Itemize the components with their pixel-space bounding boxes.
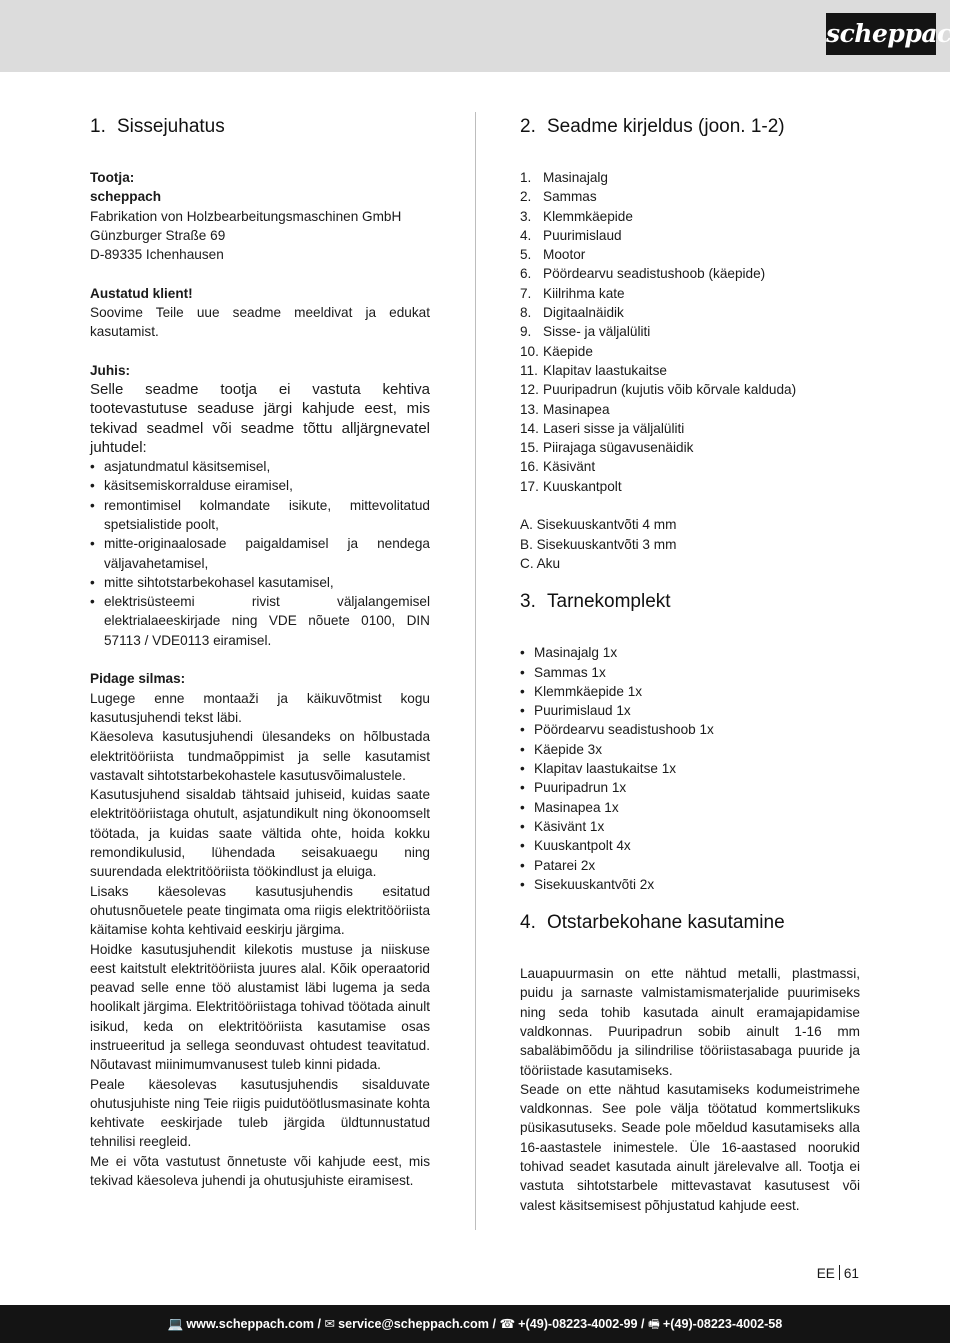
list-item: • elektrisüsteemi rivist väljalangemisel elektrialaeeskirjade ning VDE nõuete 0100, DIN 57113 / VDE0113 eiramisel. xyxy=(90,592,430,650)
list-item: • mitte-originaalosade paigaldamisel ja nendega väljavahetamisel, xyxy=(90,534,430,573)
section-heading-description: 2. Seadme kirjeldus (joon. 1-2) xyxy=(520,116,785,137)
observe-label: Pidage silmas: xyxy=(90,671,186,687)
footer-fax: +(49)-08223-4002-58 xyxy=(662,1317,783,1331)
scope-list-item: • Käepide 3x xyxy=(520,740,860,759)
scope-list-item: • Puurimislaud 1x xyxy=(520,701,860,720)
manufacturer-line: D-89335 Ichenhausen xyxy=(90,247,224,263)
scope-list-item: • Käsivänt 1x xyxy=(520,817,860,836)
manufacturer-brand: scheppach xyxy=(90,189,162,205)
parts-list-item: 3. Klemmkäepide xyxy=(520,208,633,224)
footer-phone: +(49)-08223-4002-99 / xyxy=(518,1317,645,1331)
parts-list-item: 14. Laseri sisse ja väljalüliti xyxy=(520,420,685,436)
section-heading-intended-use: 4. Otstarbekohane kasutamine xyxy=(520,912,785,934)
scope-list-item: • Puuripadrun 1x xyxy=(520,778,860,797)
parts-list-item: 4. Puurimislaud xyxy=(520,227,622,243)
page-number: EE 61 xyxy=(816,1266,859,1281)
scope-list-item: • Masinajalg 1x xyxy=(520,643,860,662)
parts-list-item: 17. Kuuskantpolt xyxy=(520,478,622,494)
scope-list-item: • Sisekuuskantvõti 2x xyxy=(520,875,860,894)
footer-email: service@scheppach.com / xyxy=(338,1317,496,1331)
parts-list-item: 13. Masinapea xyxy=(520,401,610,417)
parts-list-item: 15. Piirajaga sügavusenäidik xyxy=(520,440,694,456)
parts-list-item: 9. Sisse- ja väljalüliti xyxy=(520,324,651,340)
observe-paragraph: Hoidke kasutusjuhendit kilekotis mustuse ja niiskuse eest kaitstult elektritööriista juures alal. Kõik operaatorid peavad selle enne töö alustamist läbi lugema ja seda hoolikalt järgima. Elektritööriistaga tohivad töötada ainult isikud, keda on elektritööriista kasutamise osas instrueeritud ja sellega seonduvast ohtudest teavitatud. Nõutavast miinimumvanusest tuleb kinni pidada. xyxy=(90,941,430,1073)
observe-paragraph: Käesoleva kasutusjuhendi ülesandeks on hõlbustada elektritööriista tundmaõppimist ja selle kasutamist vastavalt sihtotstarbekohastele kasutusvõimalustele. xyxy=(90,729,430,783)
section-heading-introduction: 1. Sissejuhatus xyxy=(90,116,225,137)
footer-bar xyxy=(0,1305,950,1343)
observe-paragraph: Lisaks käesolevas kasutusjuhendis esitatud ohutusnõuetele peate tingimata oma riigis elektritööriista käitamise kohta kehtivaid eeskirju järgima. xyxy=(90,883,430,938)
scope-list-item: • Sammas 1x xyxy=(520,663,860,682)
fax-icon: 🖷 xyxy=(648,1317,660,1331)
scope-list-item: • Klemmkäepide 1x xyxy=(520,682,860,701)
observe-paragraph: Peale käesolevas kasutusjuhendis sisalduvate ohutusjuhiste ning Teie riigis puidutöötlusmasinate kohta kehtivate eeskirjade tuleb järgida üldtunnustatud tehnilisi reegleid. xyxy=(90,1076,430,1150)
intended-use-paragraph: Seade on ette nähtud kasutamiseks kodumeistrimehe valdkonnas. See pole välja töötatud kommertslikuks püsikasutuseks. Seade pole mõeldud kasutamiseks alla 16-aastastele inimestele. Üle 16-aastased noorukid tohivad seadet kasutada ainult järelevalve all. Tootja ei vastuta sihtotstarbele mittevastavat kasutusest või valest käsitsemisest põhjustatud kahjude eest. xyxy=(520,1081,860,1213)
header-bar xyxy=(0,0,969,72)
parts-list-item: 16. Käsivänt xyxy=(520,459,596,475)
list-item: • mitte sihtotstarbekohasel kasutamisel, xyxy=(90,573,430,592)
scope-list xyxy=(520,643,860,894)
parts-list-item: 12. Puuripadrun (kujutis võib kõrvale kalduda) xyxy=(520,382,797,398)
right-column xyxy=(520,112,860,1215)
observe-paragraph: Kasutusjuhend sisaldab tähtsaid juhiseid, kuidas saate elektritööriistaga ohutult, asjatundikult ning ökonoomselt töötada, ja kuidas saate vältida ohte, hoida kokku remondikulusid, lühendada seisakuaegu ning suurendada elektritööriista töökindlust ja eluiga. xyxy=(90,787,430,880)
section-heading-scope: 3. Tarnekomplekt xyxy=(520,591,671,613)
note-list xyxy=(90,457,430,650)
list-item: • käsitsemiskorralduse eiramisel, xyxy=(90,476,430,495)
accessory-item: A. Sisekuuskantvõti 4 mm xyxy=(520,517,677,533)
list-item: • asjatundmatul käsitsemisel, xyxy=(90,457,430,476)
computer-icon: 💻 xyxy=(167,1317,184,1331)
accessory-item: C. Aku xyxy=(520,555,561,571)
parts-list-item: 11. Klapitav laastukaitse xyxy=(520,362,667,378)
manufacturer-label: Tootja: xyxy=(90,170,135,185)
parts-list-item: 2. Sammas xyxy=(520,189,597,205)
note-text: Selle seadme tootja ei vastuta kehtiva tootevastutuse seaduse järgi kahjude eest, mis tekivad seadmel või seadme tõttu alljärgnevatel juhtudel: xyxy=(90,381,430,456)
parts-list-item: 5. Mootor xyxy=(520,247,586,263)
parts-list xyxy=(520,168,860,496)
scope-list-item: • Patarei 2x xyxy=(520,856,860,875)
accessory-item: B. Sisekuuskantvõti 3 mm xyxy=(520,536,677,552)
manufacturer-line: Günzburger Straße 69 xyxy=(90,227,226,243)
mail-icon: ✉ xyxy=(324,1317,336,1331)
note-label: Juhis: xyxy=(90,362,131,378)
left-column xyxy=(90,112,430,1190)
scope-list-item: • Pöördearvu seadistushoob 1x xyxy=(520,720,860,739)
scheppach-logo: scheppach xyxy=(826,13,936,55)
list-item: • remontimisel kolmandate isikute, mittevolitatud spetsialistide poolt, xyxy=(90,496,430,535)
scope-list-item: • Kuuskantpolt 4x xyxy=(520,836,860,855)
observe-paragraph: Me ei võta vastutust õnnetuste või kahjude eest, mis tekivad käesoleva juhendi ja ohutusjuhiste eiramisest. xyxy=(90,1153,430,1189)
parts-list-item: 8. Digitaalnäidik xyxy=(520,305,624,321)
phone-icon: ☎ xyxy=(499,1317,516,1331)
column-divider xyxy=(475,112,476,1230)
parts-list-item: 1. Masinajalg xyxy=(520,170,608,185)
parts-list-item: 7. Kiilrihma kate xyxy=(520,285,625,301)
intended-use-paragraph: Lauapuurmasin on ette nähtud metalli, plastmassi, puidu ja sarnaste valmistamismaterjalide puurimiseks ning seda tohib kasutada ainult eramajapidamise valdkonnas. Puuripadrun sobib ainult 1-16 mm sabaläbimõõdu ja silindrilise tööriistasabaga puuride ja tööriistade kasutamiseks. xyxy=(520,966,860,1078)
scope-list-item: • Masinapea 1x xyxy=(520,798,860,817)
parts-list-item: 10. Käepide xyxy=(520,343,593,359)
greeting-text: Soovime Teile uue seadme meeldivat ja edukat kasutamist. xyxy=(90,305,430,340)
footer-web: www.scheppach.com / xyxy=(186,1317,321,1331)
scope-list-item: • Klapitav laastukaitse 1x xyxy=(520,759,860,778)
observe-paragraph: Lugege enne montaaži ja käikuvõtmist kogu kasutusjuhendi tekst läbi. xyxy=(90,690,430,725)
greeting-label: Austatud klient! xyxy=(90,285,193,301)
manufacturer-line: Fabrikation von Holzbearbeitungsmaschinen GmbH xyxy=(90,208,402,224)
parts-list-item: 6. Pöördearvu seadistushoob (käepide) xyxy=(520,266,766,282)
